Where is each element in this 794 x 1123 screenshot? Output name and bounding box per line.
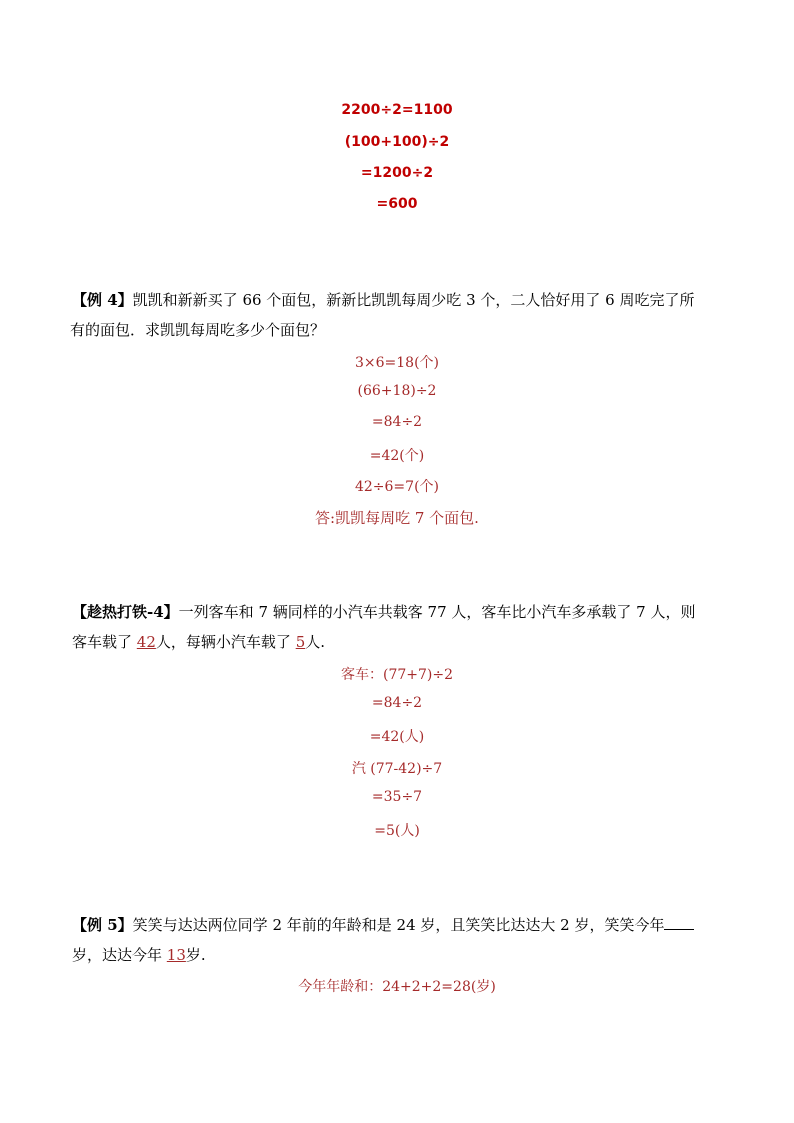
drill-4-tag: 【趁热打铁-4】 xyxy=(72,603,179,621)
example-4-answer: 答:凯凯每周吃 7 个面包. xyxy=(315,509,479,527)
top-calc-line-2: (100+100)÷2 xyxy=(344,134,450,150)
drill-4-problem xyxy=(72,597,724,657)
example-4-step-5: 42÷6=7(个) xyxy=(354,479,439,495)
example-5-problem xyxy=(72,910,724,970)
example-4-text-1: 凯凯和新新买了 66 个面包，新新比凯凯每周少吃 3 个，二人恰好用了 6 周吃完了所 xyxy=(132,291,695,309)
example-5-blank: 13 xyxy=(166,946,186,964)
drill-4-text-2c: 人. xyxy=(305,633,326,651)
example-4-problem xyxy=(72,285,724,345)
drill-4-step-2: =84÷2 xyxy=(371,695,423,711)
top-calc-line-1: 2200÷2=1100 xyxy=(341,102,453,118)
example-4-step-1: 3×6=18(个) xyxy=(354,355,439,371)
example-5-step: 今年年龄和：24+2+2=28(岁) xyxy=(298,979,496,995)
drill-4-blank-1: 42 xyxy=(136,633,156,651)
example-4-tag: 【例 4】 xyxy=(72,291,133,309)
drill-4-text-1: 一列客车和 7 辆同样的小汽车共载客 77 人，客车比小汽车多承载了 7 人，则 xyxy=(178,603,696,621)
example-4-text-2: 有的面包．求凯凯每周吃多少个面包？ xyxy=(70,321,326,339)
drill-4-step-6: =5(人) xyxy=(374,823,420,839)
drill-4-step-5: =35÷7 xyxy=(371,789,423,805)
drill-4-text-2b: 人，每辆小汽车载了 xyxy=(155,633,291,651)
example-4-step-3: =84÷2 xyxy=(371,414,423,430)
drill-4-step-4: 汽 (77-42)÷7 xyxy=(351,761,443,777)
example-4-step-2: (66+18)÷2 xyxy=(357,383,437,399)
top-calc-line-4: =600 xyxy=(376,196,418,212)
drill-4-step-1: 客车：(77+7)÷2 xyxy=(340,667,453,683)
example-5-blank-empty xyxy=(664,915,694,930)
example-5-text-2a: 岁，达达今年 xyxy=(72,946,163,964)
example-5-text-2b: 岁. xyxy=(185,946,206,964)
top-calc-line-3: =1200÷2 xyxy=(360,165,434,181)
drill-4-blank-2: 5 xyxy=(295,633,306,651)
drill-4-text-2a: 客车载了 xyxy=(72,633,133,651)
example-5-text-1: 笑笑与达达两位同学 2 年前的年龄和是 24 岁，且笑笑比达达大 2 岁，笑笑今年 xyxy=(132,916,665,934)
example-5-tag: 【例 5】 xyxy=(72,916,133,934)
drill-4-step-3: =42(人) xyxy=(369,729,425,745)
example-4-step-4: =42(个) xyxy=(369,448,425,464)
